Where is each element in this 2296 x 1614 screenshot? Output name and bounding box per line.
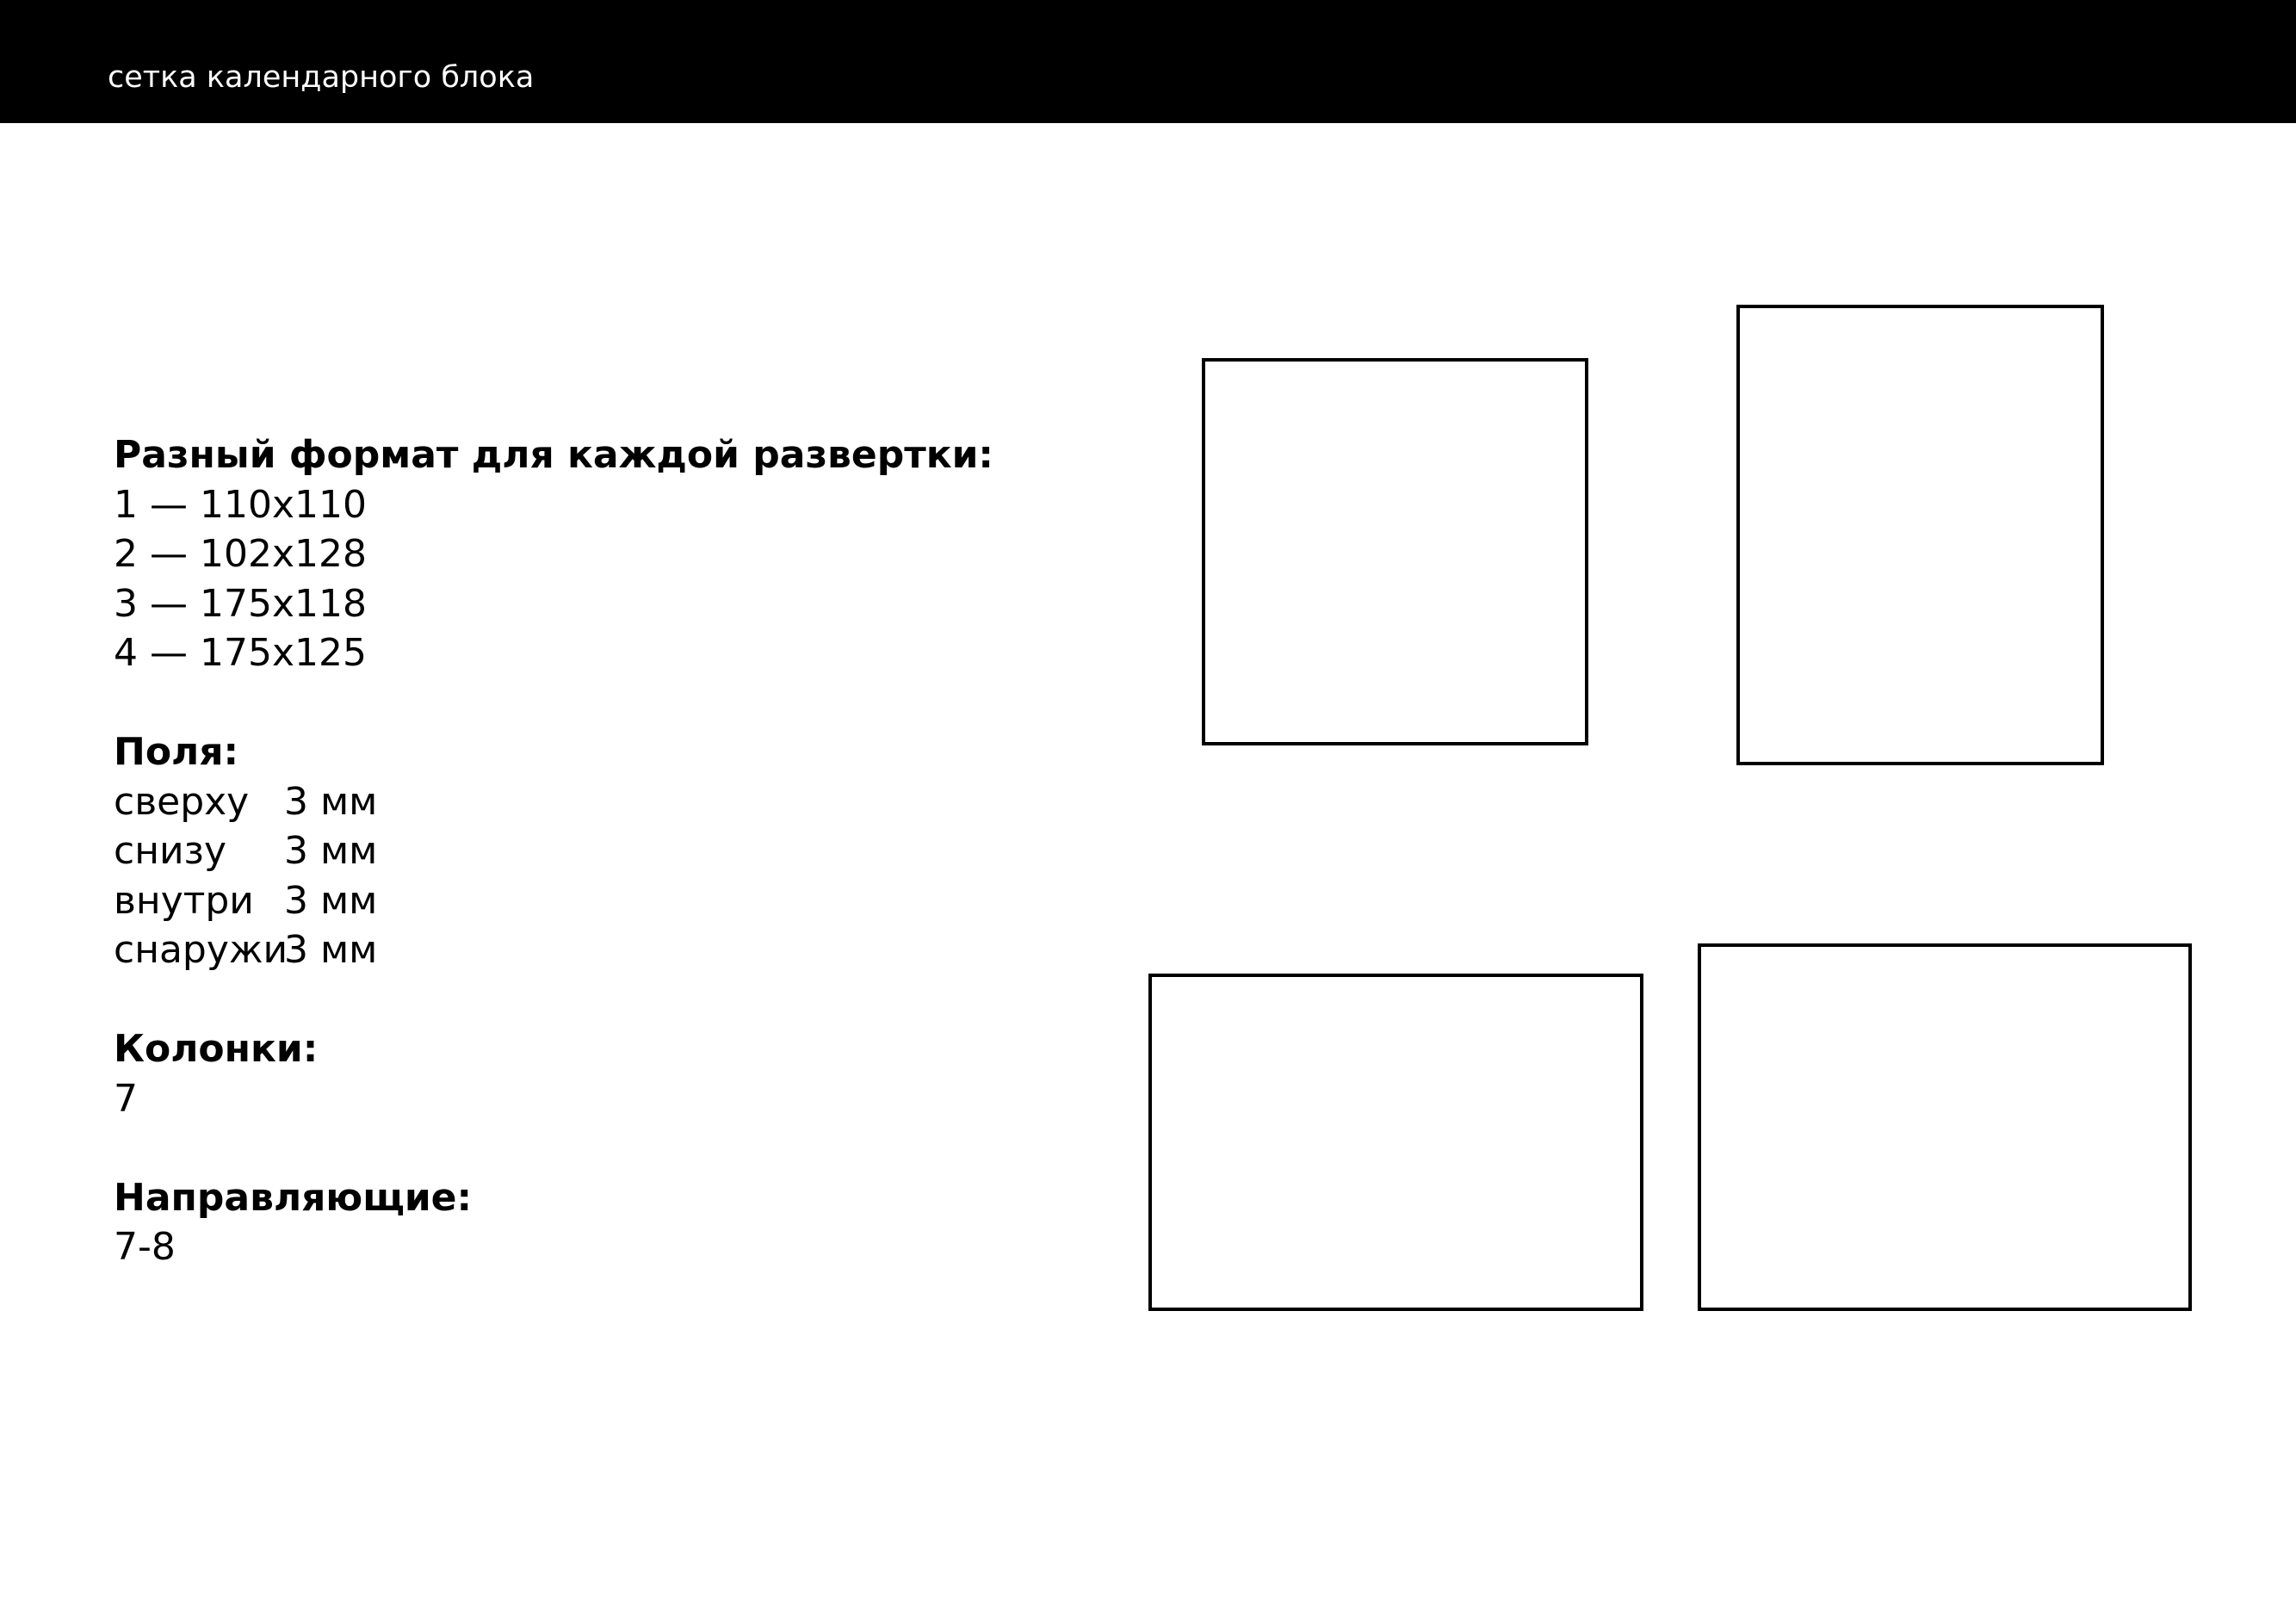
columns-value: 7 <box>114 1076 138 1121</box>
spread-frame-4 <box>1698 943 2192 1311</box>
grid-specs <box>114 430 1061 1272</box>
spread-frame-2 <box>1736 305 2104 765</box>
margin-row-top <box>114 777 1061 827</box>
columns-section <box>114 1024 1061 1123</box>
margin-value: 3 мм <box>284 779 378 824</box>
margin-side-label: снизу <box>114 829 226 873</box>
spread-frame-1 <box>1202 358 1588 745</box>
format-item-4: 4 — 175x125 <box>114 631 367 675</box>
margin-value: 3 мм <box>284 928 378 972</box>
margin-row-outside <box>114 925 1061 975</box>
spread-frame-3 <box>1148 974 1643 1311</box>
margin-value: 3 мм <box>284 878 378 923</box>
guides-section <box>114 1173 1061 1272</box>
header-bar <box>0 0 2296 123</box>
margins-heading: Поля: <box>114 730 239 774</box>
margin-side-label: снаружи <box>114 928 288 972</box>
format-item-3: 3 — 175x118 <box>114 581 367 626</box>
margin-row-inside <box>114 876 1061 926</box>
margin-side-label: сверху <box>114 779 250 824</box>
guides-heading: Направляющие: <box>114 1175 473 1220</box>
formats-heading: Разный формат для каждой развертки: <box>114 433 994 477</box>
margins-section <box>114 727 1061 975</box>
page-title: сетка календарного блока <box>108 60 535 95</box>
margin-side-label: внутри <box>114 878 254 923</box>
format-item-2: 2 — 102x128 <box>114 532 367 576</box>
columns-heading: Колонки: <box>114 1027 319 1071</box>
format-item-1: 1 — 110x110 <box>114 482 367 527</box>
formats-section <box>114 430 1061 678</box>
margin-value: 3 мм <box>284 829 378 873</box>
margin-row-bottom <box>114 826 1061 876</box>
guides-value: 7-8 <box>114 1225 176 1269</box>
